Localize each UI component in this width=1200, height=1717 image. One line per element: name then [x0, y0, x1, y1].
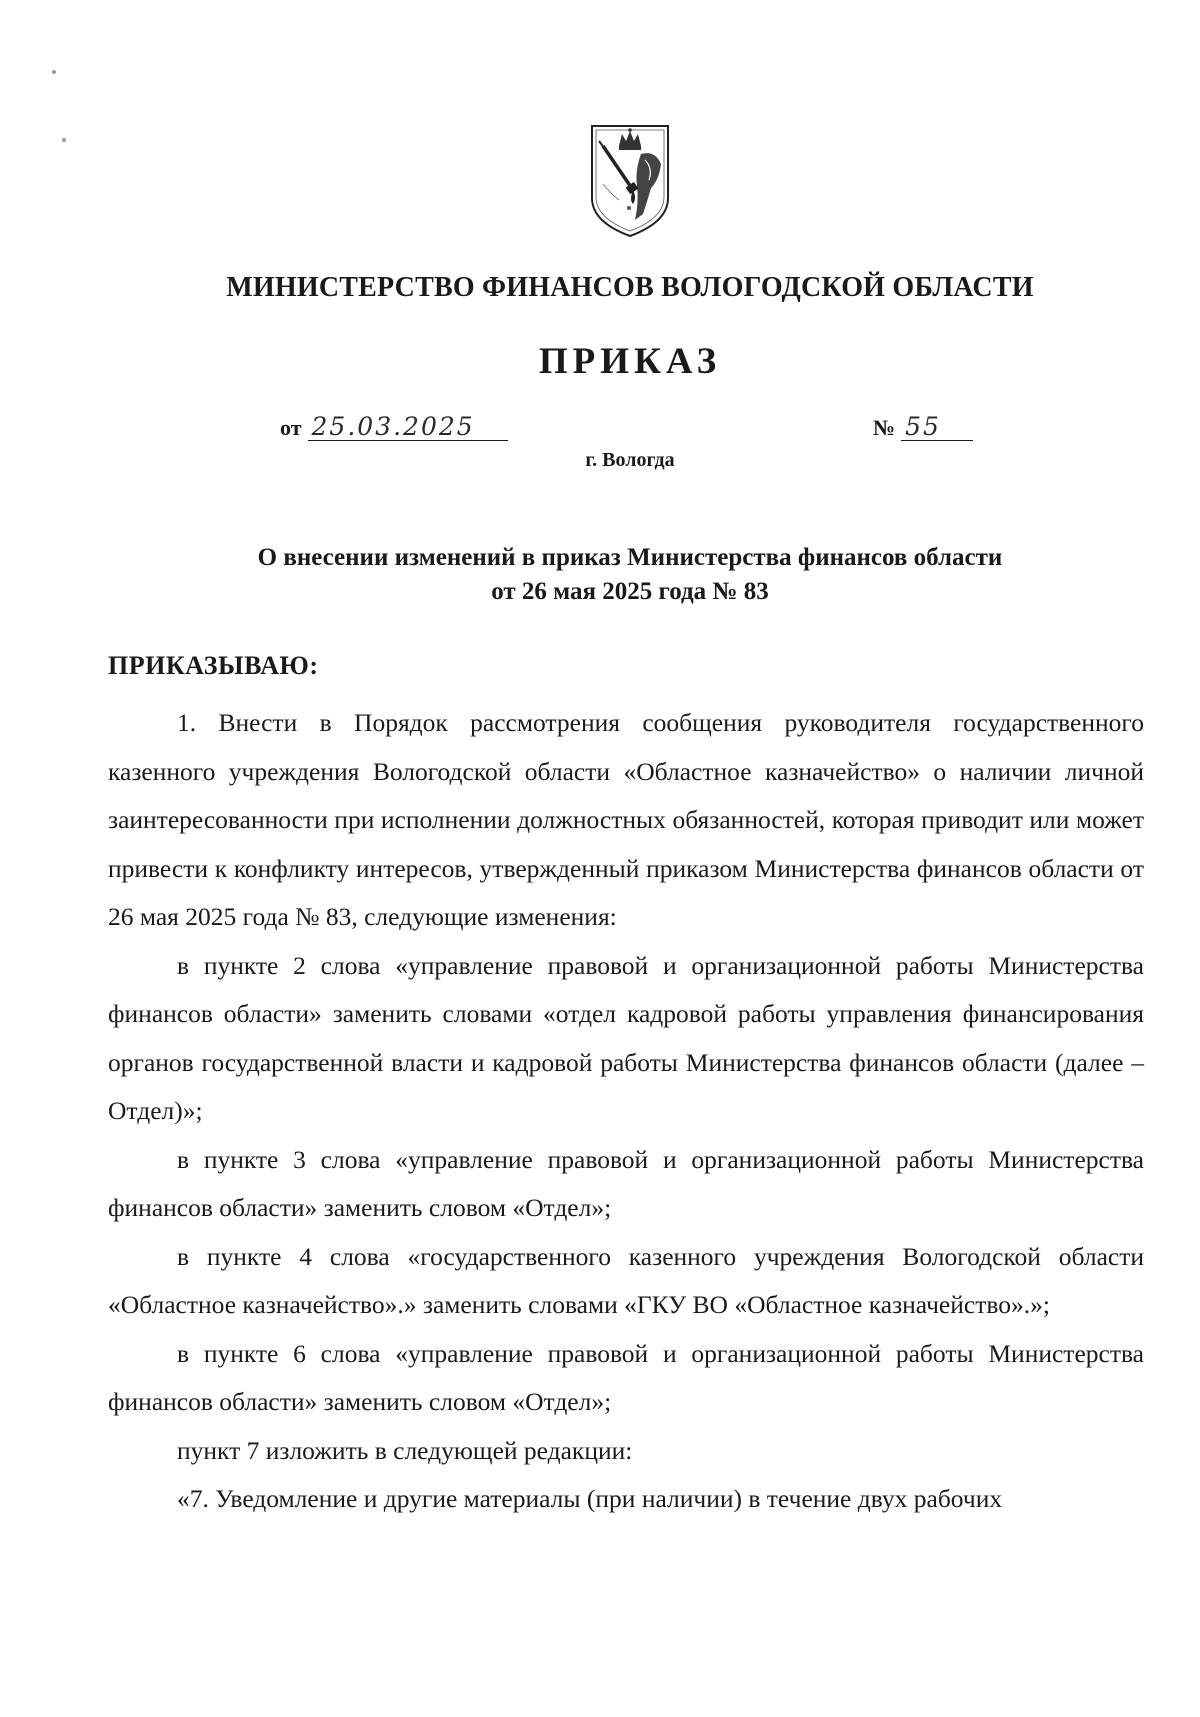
scan-speck — [52, 70, 56, 74]
city: г. Вологда — [585, 449, 675, 471]
document-body — [108, 699, 1144, 1524]
body-paragraph: пункт 7 изложить в следующей редакции: — [177, 1435, 633, 1465]
document-type: ПРИКАЗ — [538, 341, 722, 382]
number-value: 55 — [901, 414, 973, 441]
number-prefix: № — [873, 415, 896, 440]
document-title-line: О внесении изменений в приказ Министерства финансов области — [257, 544, 1003, 571]
body-paragraph: 1. Внести в Порядок рассмотрения сообщения руководителя государственного казенного учреждения Вологодской области «Областное казначейство» о наличии личной заинтересованности при исполнении должностных обязанностей, которая приводит или может привести к конфликту интересов, утвержденный приказом Министерства финансов области от 26 мая 2025 года № 83, следующие изменения: — [108, 708, 1144, 931]
document-title-line: от 26 мая 2025 года № 83 — [491, 578, 769, 605]
body-paragraph: в пункте 4 слова «государственного казенного учреждения Вологодской области «Областное казначейство».» заменить словами «ГКУ ВО «Областное казначейство».»; — [108, 1241, 1144, 1319]
body-paragraph: в пункте 3 слова «управление правовой и организационной работы Министерства финансов области» заменить словом «Отдел»; — [108, 1144, 1144, 1222]
body-paragraph: «7. Уведомление и другие материалы (при наличии) в течение двух рабочих — [177, 1484, 1003, 1513]
date-line — [280, 414, 508, 441]
ministry-name: МИНИСТЕРСТВО ФИНАНСОВ ВОЛОГОДСКОЙ ОБЛАСТИ — [226, 272, 1034, 303]
body-paragraph: в пункте 6 слова «управление правовой и организационной работы Министерства финансов области» заменить словом «Отдел»; — [108, 1338, 1144, 1416]
scan-speck — [62, 138, 66, 142]
date-prefix: от — [280, 415, 302, 440]
vologda-coat-of-arms-icon — [589, 124, 671, 238]
date-value: 25.03.2025 — [308, 414, 508, 441]
document-title — [0, 541, 1200, 609]
body-paragraph: в пункте 2 слова «управление правовой и организационной работы Министерства финансов области» заменить словами «отдел кадровой работы управления финансирования органов государственной власти и кадровой работы Министерства финансов области (далее – Отдел)»; — [108, 950, 1144, 1125]
order-heading: ПРИКАЗЫВАЮ: — [108, 651, 319, 680]
number-line — [873, 414, 973, 441]
